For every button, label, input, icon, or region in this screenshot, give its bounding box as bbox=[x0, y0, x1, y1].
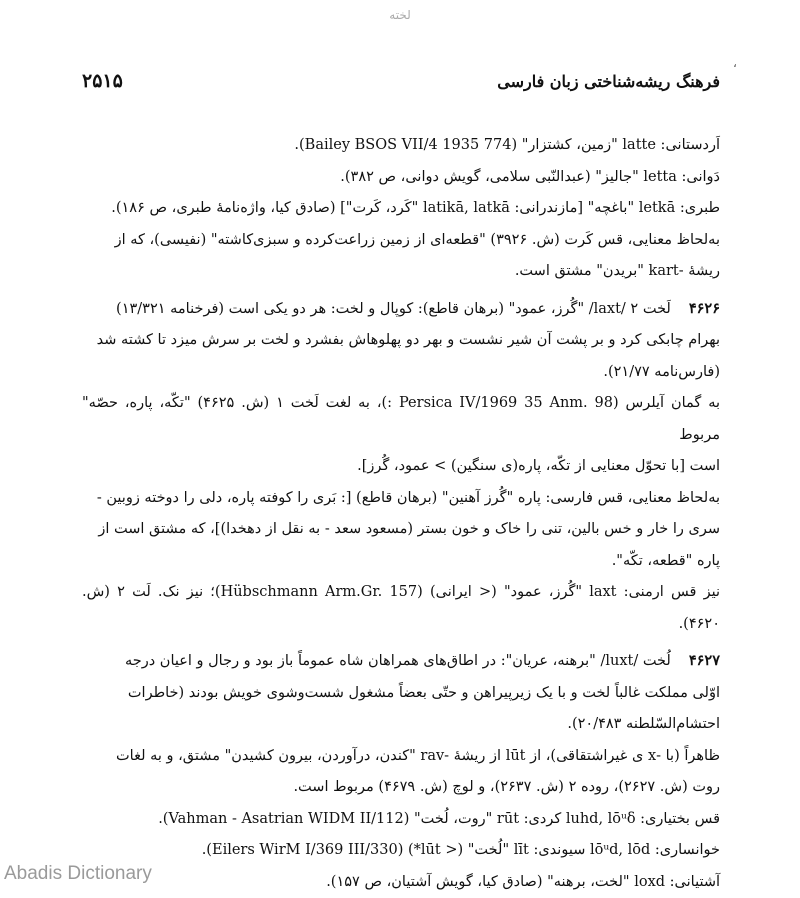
text-line: دَوانی: letta "جالیز" (عبدالنّبی سلامی، گویش دوانی، ص ۳۸۲). bbox=[82, 162, 720, 194]
text-line: (فارس‌نامه ۲۱/۷۷). bbox=[82, 357, 720, 389]
text-line: اوّلی مملکت غالباً لخت و با یک زیرپیراهن و حتّی بعضاً مشغول شست‌وشوی خویش بودند (خاطرات bbox=[82, 678, 720, 710]
text-line: بهرام چابکی کرد و بر پشت آن شیر نشست و بهر دو پهلوهاش بفشرد و لخت بر سرش میزد تا کشته شد bbox=[82, 325, 720, 357]
site-title: لخته bbox=[0, 8, 800, 22]
entry-line: لُخت /luxt/ "برهنه، عریان": در اطاق‌های همراهان شاه عموماً باز بود و رجال و اعیان درجه bbox=[125, 653, 671, 669]
entry-4626 bbox=[82, 293, 720, 326]
text-line: خوانساری: lōᵘd, lōd سیوندی: līt "لُخت" (< lūt*) (Eilers WirM I/369 III/330). bbox=[82, 835, 720, 867]
text-line: به‌لحاظ معنایی، قس فارسی: پاره "گُرز آهنین" (برهان قاطع) [: بَری را کوفته پاره، دلی را دوخته زوبین - bbox=[82, 483, 720, 515]
text-line: روت (ش. ۲۶۲۷)، روده ۲ (ش. ۲۶۳۷)، و لوچ (ش. ۴۶۷۹) مربوط است. bbox=[82, 772, 720, 804]
entry-number: ۴۶۲۶ bbox=[689, 300, 720, 317]
entry-4627 bbox=[82, 645, 720, 678]
text-line: است [با تحوّل معنایی از تکّه، پاره(ی سنگین) > عمود، گُرز]. bbox=[82, 451, 720, 483]
entry-line: لَخت ۲ /laxt/ "گُرز، عمود" (برهان قاطع): کوپال و لخت: هر دو یکی است (فرخنامه ۱۳/۳۲۱) bbox=[116, 301, 671, 317]
watermark: Abadis Dictionary bbox=[4, 863, 152, 885]
book-title: فرهنگ ریشه‌شناختی زبان فارسی bbox=[497, 72, 720, 91]
text-line: نیز قس ارمنی: laxt "گُرز، عمود" (< ایرانی) (Hübschmann Arm.Gr. 157)؛ نیز نک. لَت ۲ (ش. ۴۶۲۰). bbox=[82, 577, 720, 640]
text-line: پاره "قطعه، تکّه". bbox=[82, 546, 720, 578]
text-line: ریشهٔ -kart "بریدن" مشتق است. bbox=[82, 256, 720, 288]
text-line: اَردستانی: latte "زمین، کشتزار" (Bailey BSOS VII/4 1935 774). bbox=[82, 130, 720, 162]
text-line: به‌لحاظ معنایی، قس کَرت (ش. ۳۹۲۶) "قطعه‌ای از زمین زراعت‌کرده و سبزی‌کاشته" (نفیسی)، که از bbox=[82, 225, 720, 257]
text-line: طبری: letkā "باغچه" [مازندرانی: latikā, latkā "کَرد، کَرت"] (صادق کیا، واژه‌نامهٔ طبری، ص ۱۸۶). bbox=[82, 193, 720, 225]
text-line: به گمان آیلرس (Persica IV/1969 35 Anm. 98 :)، به لغت لَخت ۱ (ش. ۴۶۲۵) "تکّه، پاره، حصّه" مربوط bbox=[82, 388, 720, 451]
text-line: احتشام‌السّلطنه ۲۰/۴۸۳). bbox=[82, 709, 720, 741]
dictionary-content bbox=[82, 130, 720, 898]
text-line: قس بختیاری: luhd, lōᵘδ کردی: rūt "روت، لُخت" (Vahman - Asatrian WIDM II/112). bbox=[82, 804, 720, 836]
text-line: سری را خار و خس بالین، تنی را خاک و خون بستر (مسعود سعد - به نقل از دهخدا)]، که مشتق است از bbox=[82, 514, 720, 546]
entry-number: ۴۶۲۷ bbox=[689, 652, 720, 669]
text-line: آشتیانی: loxd "لخت، برهنه" (صادق کیا، گویش آشتیان، ص ۱۵۷). bbox=[82, 867, 720, 898]
page-header bbox=[82, 70, 720, 98]
text-line: ظاهراً (با -x ی غیراشتقاقی)، از lūt از ریشهٔ -rav "کندن، درآوردن، بیرون کشیدن" مشتق، و به لغات bbox=[82, 741, 720, 773]
page-number: ۲۵۱۵ bbox=[82, 70, 123, 92]
page-mark: ، bbox=[733, 56, 737, 70]
